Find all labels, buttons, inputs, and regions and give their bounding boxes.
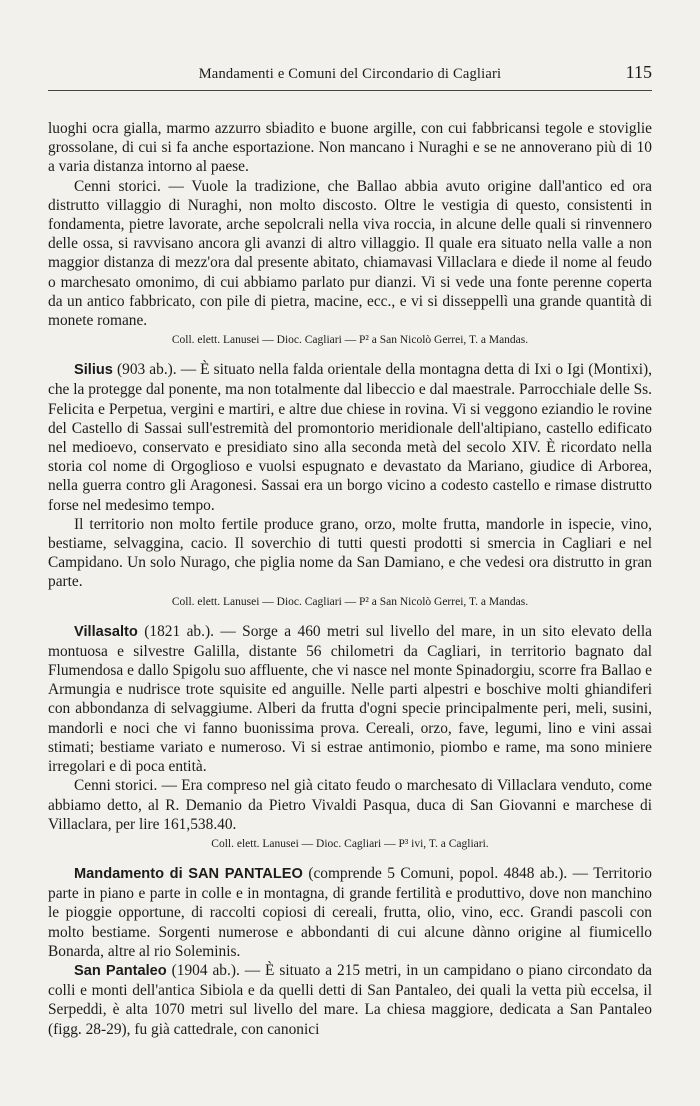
paragraph [48, 360, 652, 515]
entry-silius [48, 360, 652, 609]
entry-text: (1904 ab.). — È situato a 215 metri, in un campidano o piano circondato da colli e monti dell'antica Sibiola e da quelli detti di San Pantaleo, dei quali la vetta più eccelsa, il Serpeddi, è alta 1070 metri sul livello del mare. La chiesa maggiore, dedicata a San Pantaleo (figg. 28-29), fu già cattedrale, con canonici [48, 961, 652, 1038]
paragraph [48, 864, 652, 961]
entry-san-pantaleo [48, 961, 652, 1039]
paragraph: Cenni storici. — Era compreso nel già citato feudo o marchesato di Villaclara venduto, come abbiamo detto, al R. Demanio da Pietro Vivaldi Pasqua, duca di San Giovanni e marchese di Villaclara, per lire 161,538.40. [48, 777, 652, 833]
entry-mandamento-san-pantaleo [48, 864, 652, 961]
entry-heading: Mandamento di SAN PANTALEO [74, 865, 303, 882]
electoral-note: Coll. elett. Lanusei — Dioc. Cagliari — P³ ivi, T. a Cagliari. [211, 837, 489, 850]
electoral-note: Coll. elett. Lanusei — Dioc. Cagliari — P² a San Nicolò Gerrei, T. a Mandas. [171, 595, 529, 608]
running-title: Mandamenti e Comuni del Circondario di Cagliari [198, 66, 502, 82]
entry-heading: Silius [74, 362, 113, 379]
paragraph: Il territorio non molto fertile produce grano, orzo, molte frutta, mandorle in ispecie, vino, bestiame, selvaggina, cacio. Il soverchio di tutti questi prodotti si smercia in Cagliari e nel Campidano. Un solo Nurago, che piglia nome da San Damiano, e che vedesi ora distrutto in gran parte. [48, 515, 652, 591]
entry-villasalto [48, 622, 652, 852]
ballao-continuation [48, 119, 652, 348]
entry-heading: Villasalto [74, 623, 138, 640]
entry-text: (1821 ab.). — Sorge a 460 metri sul livello del mare, in un sito elevato della montuosa e silvestre Galilla, distante 56 chilometri da Cagliari, in territorio bagnato dal Flumendosa e dallo Spigolu suo affluente, che vi nasce nel monte Spinadorgiu, scorre fra Ballao e Armungia e nudrisce trote squisite ed anguille. Nelle parti alpestri e boschive molti ghiandiferi con abbondanza di selvaggiume. Alberi da frutta d'ogni specie principalmente peri, meli, susini, mandorli e noci che vi fanno buonissima prova. Cereali, orzo, fave, legumi, lino e vini assai stimati; bestiame variato e numeroso. Vi si estrae antimonio, piombo e rame, ma sono miniere irregolari e di poca entità. [48, 622, 652, 776]
paragraph: luoghi ocra gialla, marmo azzurro sbiadito e buone argille, con cui fabbricansi tegole e stoviglie grossolane, di cui si fa anche esportazione. Non mancano i Nuraghi e se ne annoverano più di 10 a varia distanza intorno al paese. [48, 120, 652, 176]
body-text [48, 119, 652, 1039]
header-rule [48, 90, 652, 91]
paragraph [48, 961, 652, 1039]
entry-heading: San Pantaleo [74, 962, 167, 979]
paragraph: Cenni storici. — Vuole la tradizione, che Ballao abbia avuto origine dall'antico ed ora distrutto villaggio di Nuraghi, non molto discosto. Oltre le vestigia di questo, consistenti in fondamenta, pietre lavorate, arche sepolcrali nella viva roccia, in alcune delle quali si rinvennero delle ossa, si ravvisano ancora gli avanzi di altro villaggio. Il quale era situato nella valle a non maggior distanza di mezz'ora dal presente abitato, chiamavasi Villaclara e diede il nome al feudo o marchesato omonimo, di cui abbiamo parlato pur dianzi. Vi si vede una fonte perenne coperta da un antico fabbricato, con pile di pietra, macine, ecc., e vi si disseppellì una grande quantità di monete romane. [48, 177, 652, 330]
entry-text: (903 ab.). — È situato nella falda orientale della montagna detta di Ixi o Igi (Montixi), che la protegge dal ponente, ma non totalmente dal libeccio e dal maestrale. Parrocchiale delle Ss. Felicita e Perpetua, vergini e martiri, e altre due chiese in rovina. Vi si veggono eziandio le rovine del Castello di Sassai sull'estremità del promontorio meridionale dell'altipiano, castello edificato nel medioevo, conservato e presidiato sino alla seconda metà del secolo XIV. È ricordato nella storia col nome di Orgoglioso e vuolsi espugnato e devastato da Mariano, giudice di Arborea, nella guerra contro gli Aragonesi. Sassai era un borgo vicino a codesto castello e rimase distrutto forse nel medesimo tempo. [48, 361, 652, 514]
electoral-note: Coll. elett. Lanusei — Dioc. Cagliari — P² a San Nicolò Gerrei, T. a Mandas. [171, 334, 529, 347]
paragraph [48, 622, 652, 777]
page-number: 115 [625, 62, 652, 82]
entry-text: (comprende 5 Comuni, popol. 4848 ab.). — Territorio parte in piano e parte in colle e in montagna, di grande fertilità e produttivo, dove non manchino le pioggie opportune, di raccolti copiosi di cereali, frutta, olio, vino, ecc. Grandi pascoli con molto bestiame. Sorgenti numerose e abbondanti di cui alcune dànno origine al fiumicello Bonarda, altre al rio Soleminis. [48, 864, 652, 960]
page-header [48, 62, 652, 90]
